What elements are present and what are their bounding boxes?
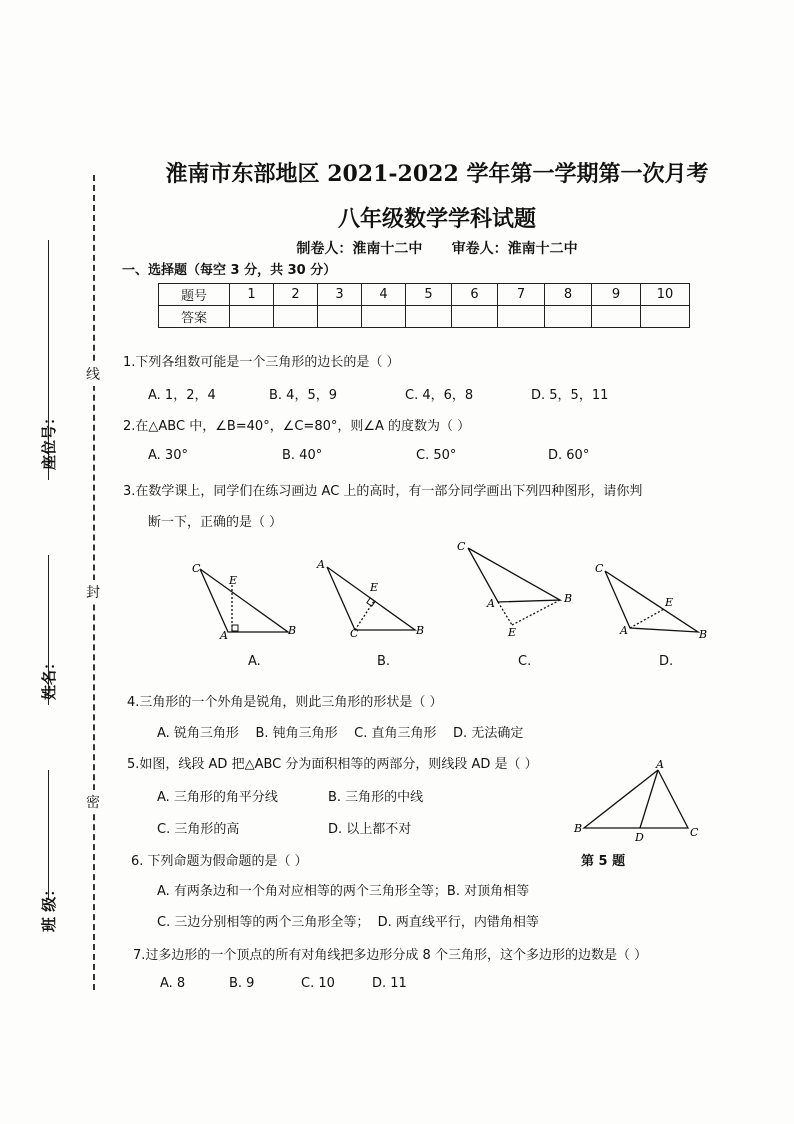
table-row	[159, 284, 690, 306]
fig-d-label-e: E	[665, 596, 674, 609]
q7-option-c: C. 10	[301, 976, 335, 991]
table-header-cell: 题号	[159, 284, 230, 306]
fig-a-label-e: E	[229, 574, 238, 587]
q2-option-a: A. 30°	[148, 448, 188, 463]
answer-cell-7[interactable]	[498, 306, 545, 328]
q5-label-a: A	[656, 758, 664, 771]
answer-cell-9[interactable]	[592, 306, 641, 328]
q2-option-d: D. 60°	[548, 448, 590, 463]
q3-figures	[180, 535, 720, 660]
fig-b-label-b: B	[416, 624, 425, 637]
q4-options: A. 锐角三角形 B. 钝角三角形 C. 直角三角形 D. 无法确定	[157, 726, 524, 741]
fig-d-label-c: C	[595, 562, 604, 575]
q2-option-c: C. 50°	[416, 448, 457, 463]
answer-cell-8[interactable]	[545, 306, 592, 328]
seat-number-label: 座位号：	[40, 409, 58, 470]
table-header-cell: 答案	[159, 306, 230, 328]
fig-b-label-c: C	[350, 627, 359, 640]
fig-c-label-c: C	[457, 540, 466, 553]
q4-stem: 4.三角形的一个外角是锐角，则此三角形的形状是（ ）	[127, 695, 443, 710]
fig-d-label-a: A	[620, 624, 628, 637]
q1-option-c: C. 4，6，8	[405, 388, 474, 403]
answer-cell-2[interactable]	[274, 306, 318, 328]
fig-c-label-b: B	[564, 592, 573, 605]
binding-char-seal: 封	[86, 580, 100, 604]
class-label: 班 级：	[40, 881, 58, 932]
class-underline	[48, 770, 49, 900]
q3-option-b: B.	[377, 654, 391, 669]
fig-a-label-b: B	[288, 624, 297, 637]
q7-stem: 7.过多边形的一个顶点的所有对角线把多边形分成 8 个三角形，这个多边形的边数是（ ）	[133, 948, 648, 963]
q5-figure	[570, 758, 710, 843]
figure-a	[200, 569, 288, 632]
q2-stem: 2.在△ABC 中，∠B=40°，∠C=80°，则∠A 的度数为（ ）	[123, 419, 471, 434]
exam-subtitle: 八年级数学学科试题	[337, 206, 536, 232]
answer-cell-10[interactable]	[641, 306, 690, 328]
q3-stem-line2: 断一下，正确的是（ ）	[148, 515, 283, 530]
q7-option-b: B. 9	[229, 976, 255, 991]
fig-c-label-e: E	[508, 626, 517, 639]
q5-figure-caption: 第 5 题	[581, 854, 626, 869]
table-row	[159, 306, 690, 328]
q5-option-c: C. 三角形的高	[157, 822, 240, 837]
figure-c	[468, 548, 560, 625]
table-cell: 5	[406, 284, 452, 306]
answer-cell-6[interactable]	[452, 306, 498, 328]
q1-option-b: B. 4，5，9	[269, 388, 337, 403]
q1-option-a: A. 1，2，4	[148, 388, 216, 403]
exam-title: 淮南市东部地区 2021-2022 学年第一学期第一次月考	[165, 161, 709, 187]
q6-options-line2: C. 三边分别相等的两个三角形全等； D. 两直线平行，内错角相等	[157, 915, 539, 930]
fig-c-label-a: A	[487, 597, 495, 610]
fig-b-label-a: A	[317, 558, 325, 571]
table-cell: 7	[498, 284, 545, 306]
section-heading: 一、选择题（每空 3 分，共 30 分）	[122, 263, 337, 278]
q5-option-b: B. 三角形的中线	[328, 790, 424, 805]
answer-cell-5[interactable]	[406, 306, 452, 328]
table-cell: 9	[592, 284, 641, 306]
q6-stem: 6. 下列命题为假命题的是（ ）	[131, 854, 308, 869]
q7-option-d: D. 11	[372, 976, 407, 991]
answer-cell-3[interactable]	[318, 306, 362, 328]
q6-options-line1: A. 有两条边和一个角对应相等的两个三角形全等；B. 对顶角相等	[157, 884, 530, 899]
fig-a-label-c: C	[192, 562, 201, 575]
name-label: 姓名：	[40, 654, 58, 700]
table-cell: 6	[452, 284, 498, 306]
q1-option-d: D. 5，5，11	[531, 388, 609, 403]
table-cell: 3	[318, 284, 362, 306]
q3-option-c: C.	[518, 654, 532, 669]
table-cell: 8	[545, 284, 592, 306]
answer-table	[158, 283, 690, 328]
q5-label-d: D	[635, 831, 644, 843]
fig-d-label-b: B	[699, 628, 708, 641]
q5-option-a: A. 三角形的角平分线	[157, 790, 278, 805]
table-cell: 1	[230, 284, 274, 306]
q3-option-a: A.	[248, 654, 261, 669]
fig-b-label-e: E	[370, 581, 379, 594]
exam-authors: 制卷人：淮南十二中 审卷人：淮南十二中	[296, 241, 578, 257]
q7-option-a: A. 8	[160, 976, 186, 991]
q1-stem: 1.下列各组数可能是一个三角形的边长的是（ ）	[123, 355, 400, 370]
q5-stem: 5.如图，线段 AD 把△ABC 分为面积相等的两部分，则线段 AD 是（ ）	[127, 757, 538, 772]
table-cell: 4	[362, 284, 406, 306]
q5-option-d: D. 以上都不对	[328, 822, 412, 837]
q2-option-b: B. 40°	[282, 448, 323, 463]
table-cell: 2	[274, 284, 318, 306]
answer-cell-4[interactable]	[362, 306, 406, 328]
figure-d	[605, 571, 698, 632]
q3-stem-line1: 3.在数学课上，同学们在练习画边 AC 上的高时，有一部分同学画出下列四种图形，请你判	[123, 484, 643, 499]
fig-a-label-a: A	[220, 629, 228, 642]
binding-char-line: 线	[86, 362, 100, 386]
table-cell: 10	[641, 284, 690, 306]
q3-option-d: D.	[659, 654, 674, 669]
q5-label-c: C	[690, 826, 699, 839]
binding-char-mi: 密	[86, 790, 100, 814]
q5-label-b: B	[574, 822, 583, 835]
figure-b	[327, 567, 415, 630]
answer-cell-1[interactable]	[230, 306, 274, 328]
